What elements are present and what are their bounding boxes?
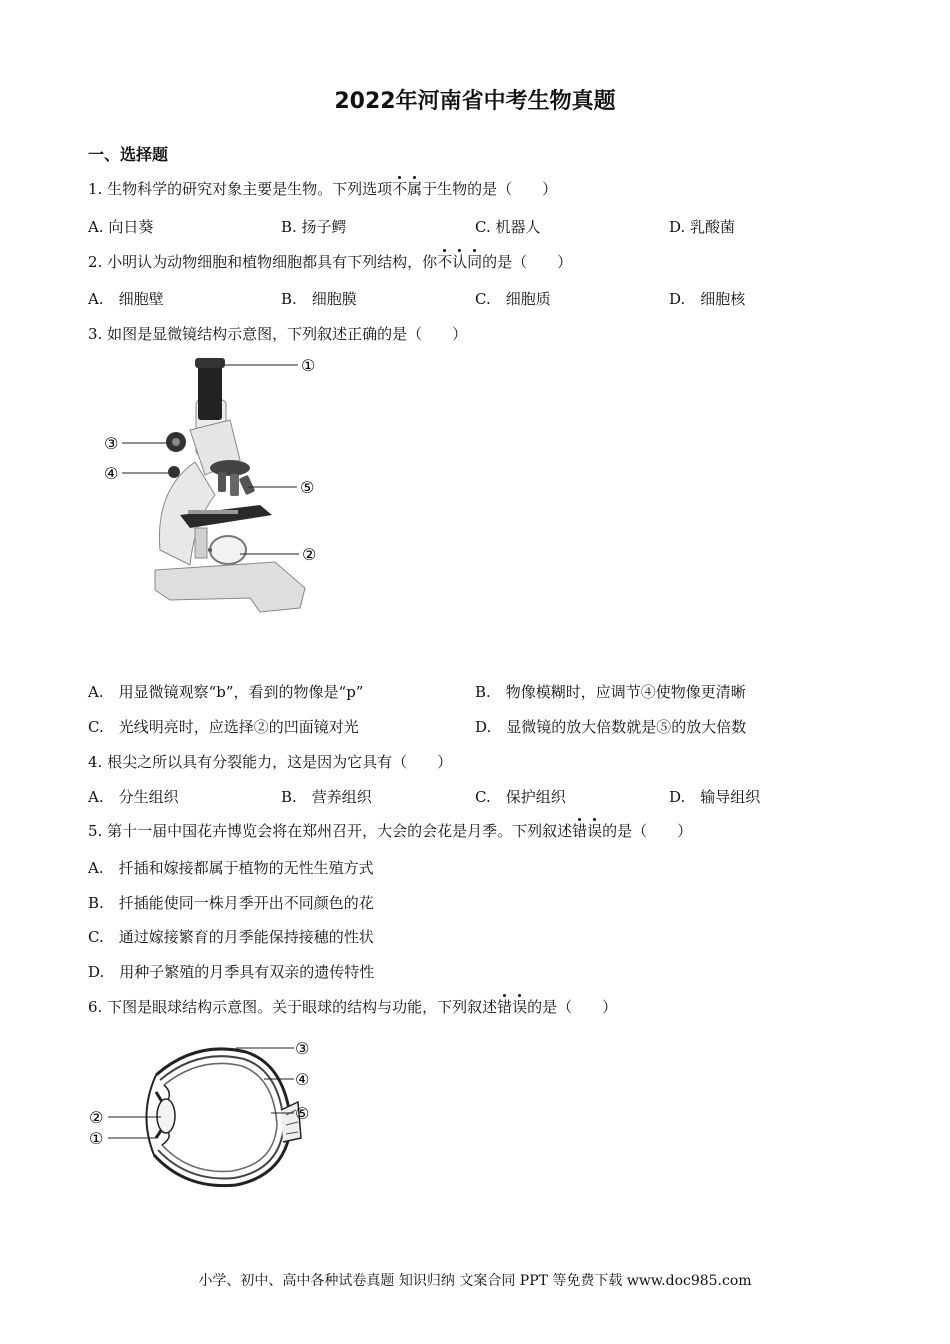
question-text: 1. 生物科学的研究对象主要是生物。下列选项 (88, 180, 393, 198)
question-3: 3. 如图是显微镜结构示意图，下列叙述正确的是（ ） (88, 325, 468, 343)
q1-option-d: D. 乳酸菌 (669, 218, 736, 236)
question-text: 5. 第十一届中国花卉博览会将在郑州召开，大会的会花是月季。下列叙述 (88, 822, 573, 840)
emphasis-char: 错 (497, 998, 513, 1016)
emphasis-char: 同 (467, 253, 483, 271)
question-5 (88, 820, 692, 841)
callout-label-4: ④ (104, 464, 119, 483)
emphasis-char: 不 (437, 253, 453, 271)
section-heading: 一、选择题 (88, 145, 169, 164)
q4-option-c: C. 保护组织 (475, 788, 566, 806)
q3-option-d: D. 显微镜的放大倍数就是⑤的放大倍数 (475, 718, 747, 736)
question-2 (88, 251, 572, 272)
question-text: 2. 小明认为动物细胞和植物细胞都具有下列结构，你 (88, 253, 438, 271)
q1-option-b: B. 扬子鳄 (281, 218, 347, 236)
callout-label-4: ④ (295, 1070, 310, 1089)
q4-option-b: B. 营养组织 (281, 788, 372, 806)
q3-option-a: A. 用显微镜观察“b”，看到的物像是“p” (88, 683, 364, 701)
emphasis-char: 认 (452, 253, 468, 271)
q5-option-b: B. 扦插能使同一株月季开出不同颜色的花 (88, 894, 374, 912)
q2-option-d: D. 细胞核 (669, 290, 746, 308)
question-text: 的是（ ） (527, 998, 618, 1016)
eyeball-diagram (86, 1030, 326, 1195)
q2-option-c: C. 细胞质 (475, 290, 551, 308)
callout-label-5: ⑤ (300, 478, 315, 497)
q5-option-c: C. 通过嫁接繁育的月季能保持接穗的性状 (88, 928, 374, 946)
emphasis-char: 不 (392, 180, 408, 198)
q4-option-d: D. 输导组织 (669, 788, 761, 806)
q3-option-b: B. 物像模糊时，应调节④使物像更清晰 (475, 683, 746, 701)
callout-label-2: ② (89, 1108, 104, 1127)
q2-option-b: B. 细胞膜 (281, 290, 357, 308)
question-text: 的是（ ） (602, 822, 693, 840)
emphasis-char: 属 (407, 180, 423, 198)
question-text: 6. 下图是眼球结构示意图。关于眼球的结构与功能，下列叙述 (88, 998, 498, 1016)
question-1 (88, 178, 557, 199)
page-title: 2022年河南省中考生物真题 (334, 89, 616, 114)
microscope-diagram (100, 350, 330, 620)
q2-option-a: A. 细胞壁 (88, 290, 164, 308)
emphasis-char: 错 (572, 822, 588, 840)
page-footer: 小学、初中、高中各种试卷真题 知识归纳 文案合同 PPT 等免费下载 www.doc985.com (198, 1273, 752, 1289)
q1-option-c: C. 机器人 (475, 218, 541, 236)
callout-label-1: ① (89, 1129, 104, 1148)
q5-option-d: D. 用种子繁殖的月季具有双亲的遗传特性 (88, 963, 375, 981)
emphasis-char: 误 (587, 822, 603, 840)
q4-option-a: A. 分生组织 (88, 788, 179, 806)
callout-label-1: ① (301, 356, 316, 375)
callout-label-2: ② (302, 545, 317, 564)
q5-option-a: A. 扦插和嫁接都属于植物的无性生殖方式 (88, 859, 374, 877)
emphasis-char: 误 (512, 998, 528, 1016)
callout-label-3: ③ (104, 434, 119, 453)
callout-label-5: ⑤ (295, 1104, 310, 1123)
q1-option-a: A. 向日葵 (88, 218, 154, 236)
callout-label-3: ③ (295, 1039, 310, 1058)
q3-option-c: C. 光线明亮时，应选择②的凹面镜对光 (88, 718, 359, 736)
question-6 (88, 996, 617, 1017)
question-4: 4. 根尖之所以具有分裂能力，这是因为它具有（ ） (88, 753, 453, 771)
question-text: 的是（ ） (482, 253, 573, 271)
question-text: 于生物的是（ ） (422, 180, 558, 198)
